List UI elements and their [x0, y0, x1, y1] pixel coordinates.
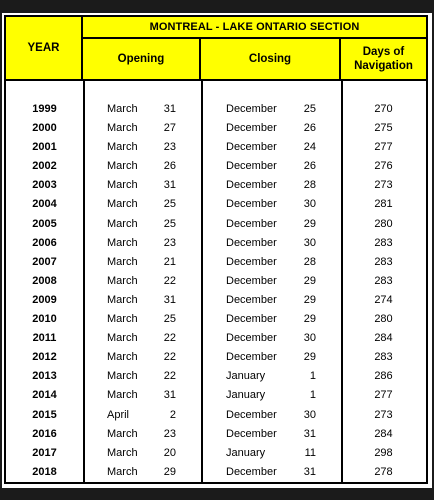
opening-day-cell: 22 — [163, 274, 176, 287]
opening-month-cell: March — [107, 274, 138, 287]
closing-day-cell: 31 — [303, 465, 316, 478]
opening-month-cell: March — [107, 255, 138, 268]
table-row — [6, 216, 426, 235]
opening-month-cell: March — [107, 160, 138, 173]
opening-month-cell: March — [107, 332, 138, 345]
opening-day-cell: 23 — [163, 427, 176, 440]
opening-day-cell: 23 — [163, 141, 176, 154]
closing-month-cell: December — [226, 198, 277, 211]
closing-day-cell: 29 — [303, 313, 316, 326]
table-row — [6, 196, 426, 215]
year-cell: 2004 — [32, 198, 57, 211]
year-cell: 2000 — [32, 122, 57, 135]
table-row — [6, 139, 426, 158]
closing-month-cell: December — [226, 141, 277, 154]
opening-month-cell: April — [107, 408, 130, 421]
days-of-navigation-cell: 276 — [374, 160, 393, 173]
closing-month-cell: December — [226, 255, 277, 268]
closing-day-cell: 29 — [303, 217, 316, 230]
table-row — [6, 292, 426, 311]
year-cell: 2011 — [32, 332, 57, 345]
closing-day-cell: 29 — [303, 293, 316, 306]
opening-month-cell: March — [107, 141, 138, 154]
closing-day-cell: 29 — [303, 274, 316, 287]
days-of-navigation-cell: 280 — [374, 217, 393, 230]
opening-day-cell: 25 — [163, 198, 176, 211]
opening-month-cell: March — [107, 465, 138, 478]
table-rows — [6, 101, 426, 483]
closing-month-cell: December — [226, 236, 277, 249]
year-cell: 1999 — [32, 103, 57, 115]
navigation-table — [4, 15, 428, 484]
document-frame — [2, 13, 432, 488]
table-row — [6, 445, 426, 464]
closing-month-cell: December — [226, 217, 277, 230]
closing-month-cell: December — [226, 274, 277, 287]
closing-month-cell: December — [226, 408, 277, 421]
opening-day-cell: 31 — [163, 103, 176, 115]
opening-month-cell: March — [107, 427, 138, 440]
opening-month-cell: March — [107, 236, 138, 249]
opening-month-cell: March — [107, 103, 138, 115]
days-of-navigation-cell: 283 — [374, 236, 393, 249]
opening-day-cell: 22 — [163, 351, 176, 364]
closing-month-cell: January — [226, 370, 266, 383]
opening-day-cell: 25 — [163, 313, 176, 326]
opening-day-cell: 23 — [163, 236, 176, 249]
opening-day-cell: 26 — [163, 160, 176, 173]
days-of-navigation-cell: 278 — [374, 465, 393, 478]
closing-day-cell: 28 — [303, 255, 316, 268]
closing-month-cell: December — [226, 465, 277, 478]
closing-day-cell: 29 — [303, 351, 316, 364]
days-of-navigation-cell: 286 — [374, 370, 393, 383]
opening-day-cell: 2 — [169, 408, 176, 421]
closing-month-cell: December — [226, 179, 277, 192]
year-cell: 2014 — [32, 389, 57, 402]
closing-day-cell: 11 — [304, 446, 316, 459]
closing-day-cell: 25 — [303, 103, 316, 115]
header-closing: Closing — [201, 39, 341, 79]
days-of-navigation-cell: 283 — [374, 274, 393, 287]
closing-month-cell: December — [226, 313, 277, 326]
table-row — [6, 177, 426, 196]
year-cell: 2002 — [32, 160, 57, 173]
closing-month-cell: January — [226, 446, 266, 459]
opening-month-cell: March — [107, 179, 138, 192]
closing-month-cell: December — [226, 160, 277, 173]
days-of-navigation-cell: 298 — [374, 446, 393, 459]
table-row — [6, 330, 426, 349]
year-cell: 2018 — [32, 465, 57, 478]
header-opening: Opening — [83, 39, 201, 79]
closing-day-cell: 31 — [303, 427, 316, 440]
year-cell: 2010 — [32, 313, 57, 326]
table-row — [6, 254, 426, 273]
days-of-navigation-cell: 274 — [374, 293, 393, 306]
table-row — [6, 101, 426, 120]
closing-month-cell: December — [226, 293, 277, 306]
opening-day-cell: 22 — [163, 370, 176, 383]
table-row — [6, 387, 426, 406]
table-row — [6, 464, 426, 483]
days-of-navigation-cell: 273 — [374, 179, 393, 192]
table-row — [6, 349, 426, 368]
closing-day-cell: 28 — [303, 179, 316, 192]
opening-day-cell: 25 — [163, 217, 176, 230]
closing-day-cell: 26 — [303, 122, 316, 135]
closing-day-cell: 26 — [303, 160, 316, 173]
year-cell: 2016 — [32, 427, 57, 440]
closing-month-cell: December — [226, 427, 277, 440]
year-cell: 2005 — [32, 217, 57, 230]
opening-month-cell: March — [107, 351, 138, 364]
year-cell: 2015 — [32, 408, 57, 421]
opening-day-cell: 31 — [163, 293, 176, 306]
table-row — [6, 235, 426, 254]
days-of-navigation-cell: 270 — [374, 103, 393, 115]
closing-day-cell: 24 — [303, 141, 316, 154]
opening-month-cell: March — [107, 389, 138, 402]
days-of-navigation-cell: 275 — [374, 122, 393, 135]
opening-day-cell: 31 — [163, 389, 176, 402]
days-of-navigation-cell: 273 — [374, 408, 393, 421]
opening-month-cell: March — [107, 370, 138, 383]
table-header — [6, 17, 426, 81]
table-row — [6, 158, 426, 177]
days-of-navigation-cell: 280 — [374, 313, 393, 326]
days-of-navigation-cell: 277 — [374, 389, 393, 402]
closing-month-cell: December — [226, 351, 277, 364]
year-cell: 2013 — [32, 370, 57, 383]
year-cell: 2003 — [32, 179, 57, 192]
year-cell: 2012 — [32, 351, 57, 364]
closing-day-cell: 1 — [309, 370, 316, 383]
days-of-navigation-cell: 283 — [374, 255, 393, 268]
table-row — [6, 407, 426, 426]
header-days-of-navigation: Days of Navigation — [354, 46, 413, 72]
table-body — [6, 81, 426, 482]
opening-day-cell: 31 — [163, 179, 176, 192]
opening-month-cell: March — [107, 293, 138, 306]
closing-day-cell: 1 — [309, 389, 316, 402]
days-of-navigation-cell: 277 — [374, 141, 393, 154]
closing-day-cell: 30 — [303, 408, 316, 421]
opening-month-cell: March — [107, 122, 138, 135]
table-row — [6, 120, 426, 139]
opening-month-cell: March — [107, 217, 138, 230]
table-row — [6, 311, 426, 330]
table-row — [6, 368, 426, 387]
closing-month-cell: December — [226, 122, 277, 135]
year-cell: 2017 — [32, 446, 57, 459]
header-year: YEAR — [6, 17, 83, 79]
closing-day-cell: 30 — [303, 332, 316, 345]
opening-month-cell: March — [107, 446, 138, 459]
days-of-navigation-cell: 284 — [374, 332, 393, 345]
table-row — [6, 273, 426, 292]
opening-month-cell: March — [107, 198, 138, 211]
opening-day-cell: 29 — [163, 465, 176, 478]
days-of-navigation-cell: 284 — [374, 427, 393, 440]
year-cell: 2007 — [32, 255, 57, 268]
closing-month-cell: December — [226, 103, 277, 115]
closing-day-cell: 30 — [303, 198, 316, 211]
year-cell: 2009 — [32, 293, 57, 306]
days-of-navigation-cell: 281 — [374, 198, 393, 211]
year-cell: 2008 — [32, 274, 57, 287]
closing-month-cell: December — [226, 332, 277, 345]
year-cell: 2006 — [32, 236, 57, 249]
opening-day-cell: 20 — [163, 446, 176, 459]
opening-day-cell: 21 — [163, 255, 176, 268]
closing-day-cell: 30 — [303, 236, 316, 249]
opening-day-cell: 22 — [163, 332, 176, 345]
days-of-navigation-cell: 283 — [374, 351, 393, 364]
closing-month-cell: January — [226, 389, 266, 402]
opening-day-cell: 27 — [163, 122, 176, 135]
header-section-title: MONTREAL - LAKE ONTARIO SECTION — [83, 17, 426, 39]
opening-month-cell: March — [107, 313, 138, 326]
year-cell: 2001 — [32, 141, 57, 154]
table-row — [6, 426, 426, 445]
